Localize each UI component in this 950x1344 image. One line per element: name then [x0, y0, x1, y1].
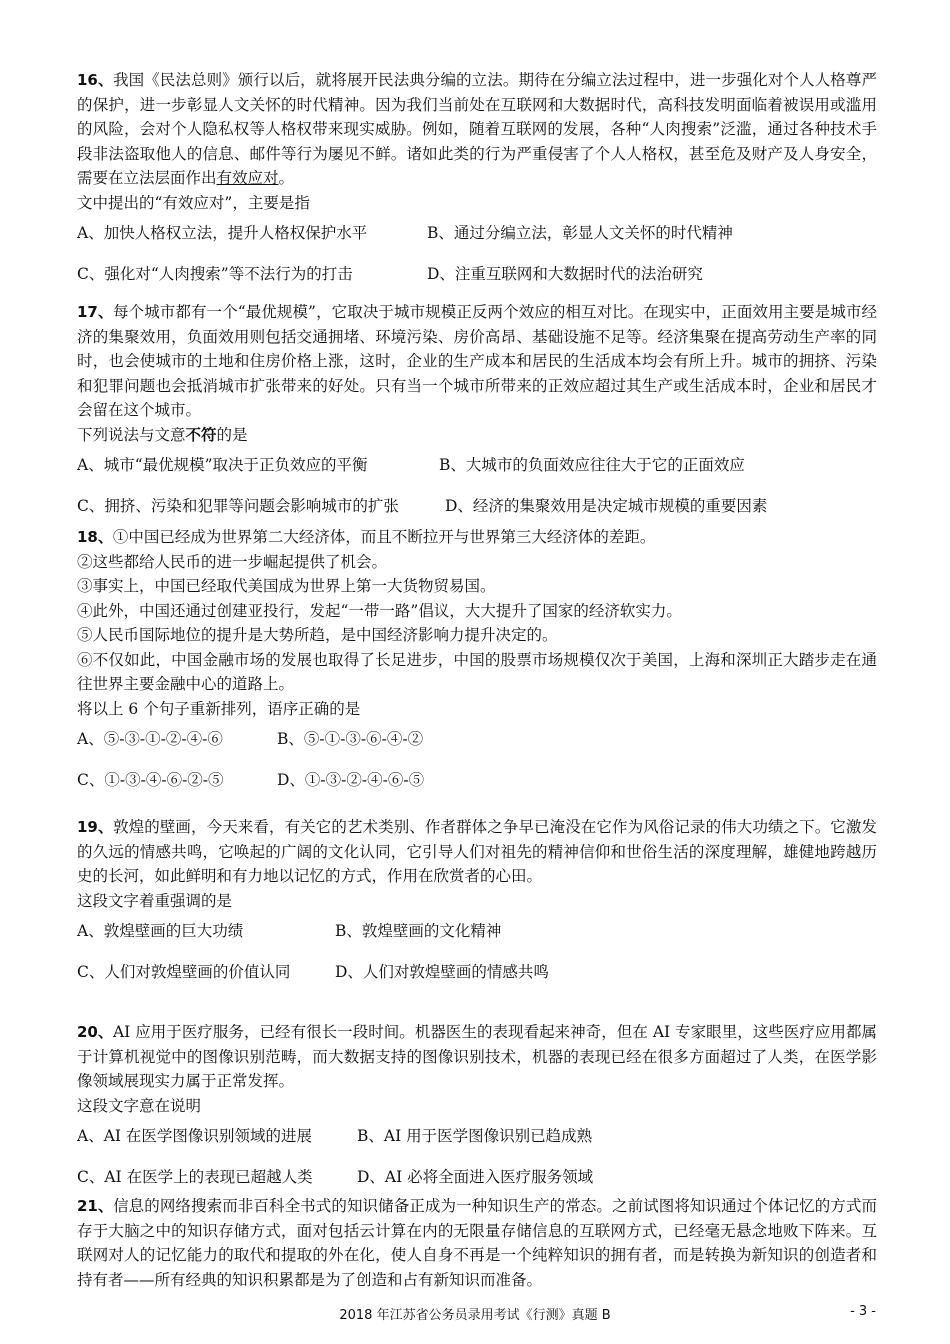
option-row — [77, 453, 877, 478]
question-19-passage: 19、敦煌的壁画，今天来看，有关它的艺术类别、作者群体之争早已淹没在它作为风俗记录的伟大功绩之下。它激发的久远的情感共鸣，它唤起的广阔的文化认同，它引导人们对祖先的精神信仰和世俗生活的深度理解，雄健地跨越历史的长河，如此鲜明和有力地以记忆的方式，作用在欣赏者的心田。 — [77, 818, 877, 885]
question-19 — [77, 815, 877, 984]
option-d: D、AI 必将全面进入医疗服务领域 — [357, 1167, 594, 1186]
question-19-stem: 这段文字着重强调的是 — [77, 891, 233, 910]
question-18 — [77, 525, 877, 792]
option-c: C、人们对敦煌壁画的价值认同 — [77, 962, 291, 981]
question-16-passage: 16、我国《民法总则》颁行以后，就将展开民法典分编的立法。期待在分编立法过程中，进一步强化对个人人格尊严的保护，进一步彰显人文关怀的时代精神。因为我们当前处在互联网和大数据时代，高科技发明面临着被误用或滥用的风险，会对个人隐私权等人格权带来现实威胁。例如，随着互联网的发展，各种“人肉搜索”泛滥，通过各种技术手段非法盗取他人的信息、邮件等行为屡见不鲜。诸如此类的行为严重侵害了个人人格权，甚至危及财产及人身安全，需要在立法层面作出有效应对。 — [77, 71, 877, 187]
option-a: A、敦煌壁画的巨大功绩 — [77, 922, 244, 940]
option-row — [77, 919, 877, 944]
sentence-4: ④此外，中国还通过创建亚投行，发起“一带一路”倡议，大大提升了国家的经济软实力。 — [77, 601, 682, 620]
question-16 — [77, 68, 877, 286]
option-b: B、AI 用于医学图像识别已趋成熟 — [357, 1127, 593, 1145]
question-20-passage: 20、AI 应用于医疗服务，已经有很长一段时间。机器医生的表现看起来神奇，但在 AI 专家眼里，这些医疗应用都属于计算机视觉中的图像识别范畴，而大数据支持的图像识别技术，机器的表现已经在很多方面超过了人类，在医学影像领域展现实力属于正常发挥。 — [77, 1023, 878, 1090]
question-number: 18、 — [77, 528, 113, 546]
question-17-passage: 17、每个城市都有一个“最优规模”，它取决于城市规模正反两个效应的相互对比。在现实中，正面效用主要是城市经济的集聚效用，负面效用则包括交通拥堵、环境污染、房价高昂、基础设施不足等。经济集聚在提高劳动生产率的同时，也会使城市的土地和住房价格上涨，这时，企业的生产成本和居民的生活成本均会有所上升。城市的拥挤、污染和犯罪问题也会抵消城市扩张带来的好处。只有当一个城市所带来的正效应超过其生产或生活成本时，企业和居民才会留在这个城市。 — [77, 303, 877, 419]
underlined-phrase: 有效应对 — [216, 169, 279, 187]
sentence-6: ⑥不仅如此，中国金融市场的发展也取得了长足进步，中国的股票市场规模仅次于美国，上海和深圳正大踏步走在通往世界主要金融中心的道路上。 — [77, 650, 877, 693]
footer-title: 2018 年江苏省公务员录用考试《行测》真题 B — [339, 1308, 611, 1323]
emphasis-text: 不符 — [185, 424, 217, 444]
question-number: 16、 — [77, 71, 114, 89]
option-row — [77, 221, 877, 246]
option-a: A、加快人格权立法，提升人格权保护水平 — [77, 224, 368, 242]
question-number: 17、 — [77, 303, 114, 321]
option-b: B、大城市的负面效应往往大于它的正面效应 — [439, 456, 745, 474]
option-a: A、城市“最优规模”取决于正负效应的平衡 — [77, 456, 368, 474]
question-16-stem: 文中提出的“有效应对”，主要是指 — [77, 193, 310, 212]
option-d: D、①-③-②-④-⑥-⑤ — [277, 770, 425, 789]
question-17 — [77, 300, 877, 518]
option-c: C、强化对“人肉搜索”等不法行为的打击 — [77, 264, 353, 283]
sentence-5: ⑤人民币国际地位的提升是大势所趋，是中国经济影响力提升决定的。 — [77, 626, 558, 644]
option-a: A、AI 在医学图像识别领域的进展 — [77, 1127, 312, 1145]
option-d: D、人们对敦煌壁画的情感共鸣 — [335, 962, 549, 981]
option-c: C、AI 在医学上的表现已超越人类 — [77, 1167, 313, 1186]
sentence-3: ③事实上，中国已经取代美国成为世界上第一大货物贸易国。 — [77, 577, 496, 595]
question-number: 21、 — [77, 1197, 114, 1215]
question-21-passage: 21、信息的网络搜索而非百科全书式的知识储备正成为一种知识生产的常态。之前试图将知识通过个体记忆的方式而存于大脑之中的知识存储方式，面对包括云计算在内的无限量存储信息的互联网方式，已经毫无悬念地败下阵来。互联网对人的记忆能力的取代和提取的外在化，使人自身不再是一个纯粹知识的拥有者，而是转换为新知识的创造者和持有者——所有经典的知识积累都是为了创造和占有新知识而准备。 — [77, 1197, 877, 1289]
option-b: B、敦煌壁画的文化精神 — [335, 922, 502, 940]
question-number: 20、 — [77, 1023, 113, 1041]
option-c: C、拥挤、污染和犯罪等问题会影响城市的扩张 — [77, 496, 399, 515]
option-d: D、经济的集聚效用是决定城市规模的重要因素 — [445, 496, 768, 515]
option-row — [77, 1124, 877, 1149]
question-18-stem: 将以上 6 个句子重新排列，语序正确的是 — [77, 699, 361, 718]
question-number: 19、 — [77, 818, 114, 836]
option-d: D、注重互联网和大数据时代的法治研究 — [427, 264, 703, 283]
page-number: - 3 - — [850, 1304, 876, 1319]
option-c: C、①-③-④-⑥-②-⑤ — [77, 770, 224, 789]
question-17-stem: 下列说法与文意不符的是 — [77, 424, 248, 444]
option-row — [77, 262, 877, 287]
option-row — [77, 1165, 877, 1190]
sentence-2: ②这些都给人民币的进一步崛起提供了机会。 — [77, 552, 388, 571]
question-21 — [77, 1194, 877, 1292]
option-row — [77, 960, 877, 985]
option-b: B、⑤-①-③-⑥-④-② — [277, 730, 424, 748]
option-a: A、⑤-③-①-②-④-⑥ — [77, 730, 223, 748]
question-20-stem: 这段文字意在说明 — [77, 1096, 202, 1115]
option-row — [77, 727, 877, 752]
option-b: B、通过分编立法，彰显人文关怀的时代精神 — [427, 224, 733, 242]
question-20 — [77, 1020, 877, 1189]
option-row — [77, 494, 877, 519]
option-row — [77, 768, 877, 793]
sentence-1: 18、①中国已经成为世界第二大经济体，而且不断拉开与世界第三大经济体的差距。 — [77, 528, 656, 546]
